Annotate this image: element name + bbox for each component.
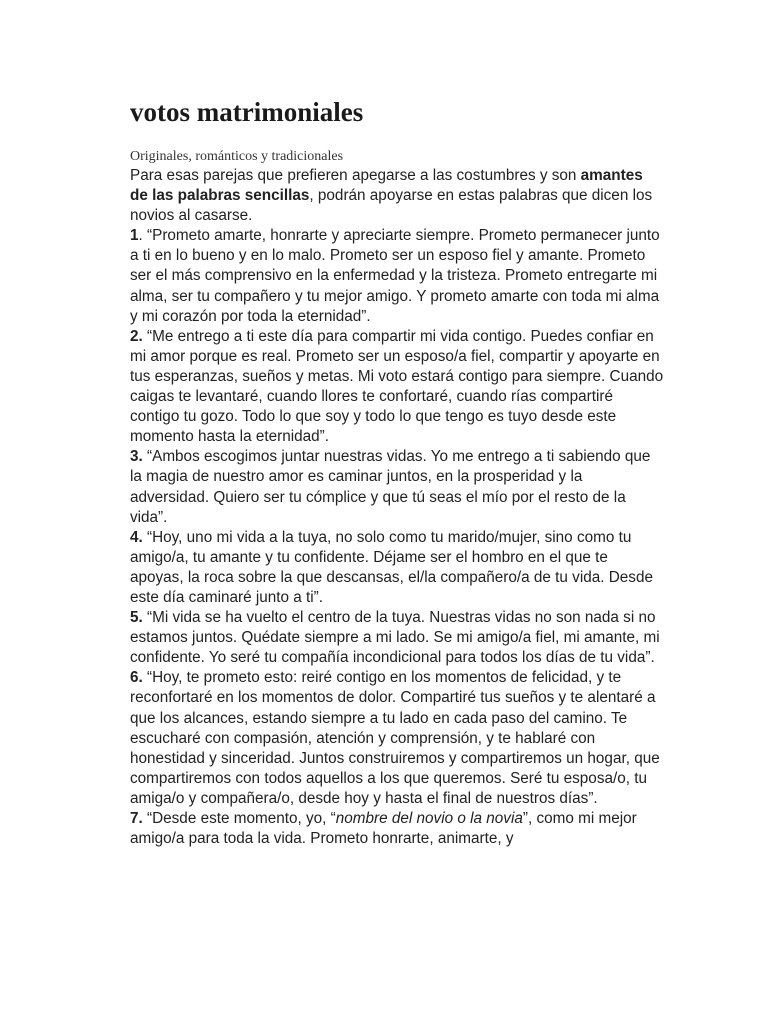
intro-text-after: , podrán apoyarse en estas palabras que dicen los novios al casarse. — [130, 187, 653, 225]
vow-paragraph-5 — [130, 608, 664, 668]
vow-text: “Ambos escogimos juntar nuestras vidas. Yo me entrego a ti sabiendo que la magia de nuestro amor es caminar juntos, en la prosperidad y la adversidad. Quiero ser tu cómplice y que tú seas el mío por el resto de la vida”. — [130, 448, 651, 526]
vow-number: 2. — [130, 327, 143, 345]
vow-number: 7. — [130, 810, 143, 827]
vow-separator: . — [138, 227, 148, 245]
vow-paragraph-4 — [130, 528, 664, 608]
vow-paragraph-6 — [130, 668, 664, 809]
intro-text-bold: amantes de las palabras sencillas — [130, 167, 643, 205]
vow-number: 5. — [130, 609, 143, 627]
vow-paragraph-2 — [130, 327, 664, 448]
vow-paragraph-7 — [130, 809, 664, 849]
vow-text-after: ”, como mi mejor amigo/a para toda la vida. Prometo honrarte, animarte, y — [130, 810, 637, 848]
document-body — [130, 166, 664, 849]
intro-paragraph — [130, 166, 664, 226]
vow-text: “Me entrego a ti este día para compartir mi vida contigo. Puedes confiar en mi amor porque es real. Prometo ser un esposo/a fiel, compartir y apoyarte en tus esperanzas, sueños y metas. Mi voto estará contigo para siempre. Cuando caigas te levantaré, cuando llores te confortaré, cuando rías compartiré contigo tu gozo. Todo lo que soy y todo lo que tengo es tuyo desde este momento hasta la eternidad”. — [130, 327, 664, 446]
vow-text: “Mi vida se ha vuelto el centro de la tuya. Nuestras vidas no son nada si no estamos juntos. Quédate siempre a mi lado. Se mi amigo/a fiel, mi amante, mi confidente. Yo seré tu compañía incondicional para todos los días de tu vida”. — [130, 609, 660, 667]
vow-text-before: “Desde este momento, yo, “ — [147, 810, 336, 827]
vow-text: “Hoy, te prometo esto: reiré contigo en los momentos de felicidad, y te reconfortaré en los momentos de dolor. Compartiré tus sueños y te alentaré a que los alcances, estando siempre a tu lado en cada paso del camino. Te escucharé con compasión, atención y comprensión, y te hablaré con honestidad y sinceridad. Juntos construiremos y compartiremos un hogar, que compartiremos con todos aquellos a los que queremos. Seré tu esposa/o, tu amiga/o y compañera/o, desde hoy y hasta el final de nuestros días”. — [130, 669, 660, 807]
vow-paragraph-3 — [130, 447, 664, 527]
intro-text-before: Para esas parejas que prefieren apegarse a las costumbres y son — [130, 167, 581, 184]
vow-paragraph-1 — [130, 226, 664, 326]
vow-number: 1 — [130, 227, 139, 245]
page-subtitle: Originales, románticos y tradicionales — [130, 149, 344, 164]
document-page — [130, 96, 664, 849]
vow-number: 6. — [130, 669, 143, 687]
page-title: votos matrimoniales — [130, 97, 364, 127]
vow-text: “Hoy, uno mi vida a la tuya, no solo como tu marido/mujer, sino como tu amigo/a, tu amante y tu confidente. Déjame ser el hombro en el que te apoyas, la roca sobre la que descansas, el/la compañero/a de tu vida. Desde este día caminaré junto a ti”. — [130, 528, 653, 606]
vow-number: 4. — [130, 528, 143, 546]
vow-text-italic: nombre del novio o la novia — [335, 810, 523, 827]
vow-number: 3. — [130, 448, 143, 466]
vow-text: “Prometo amarte, honrarte y apreciarte siempre. Prometo permanecer junto a ti en lo bueno y en lo malo. Prometo ser un esposo fiel y amante. Prometo ser el más comprensivo en la enfermedad y la tristeza. Prometo entregarte mi alma, ser tu compañero y tu mejor amigo. Y prometo amarte con toda mi alma y mi corazón por toda la eternidad”. — [130, 227, 660, 325]
